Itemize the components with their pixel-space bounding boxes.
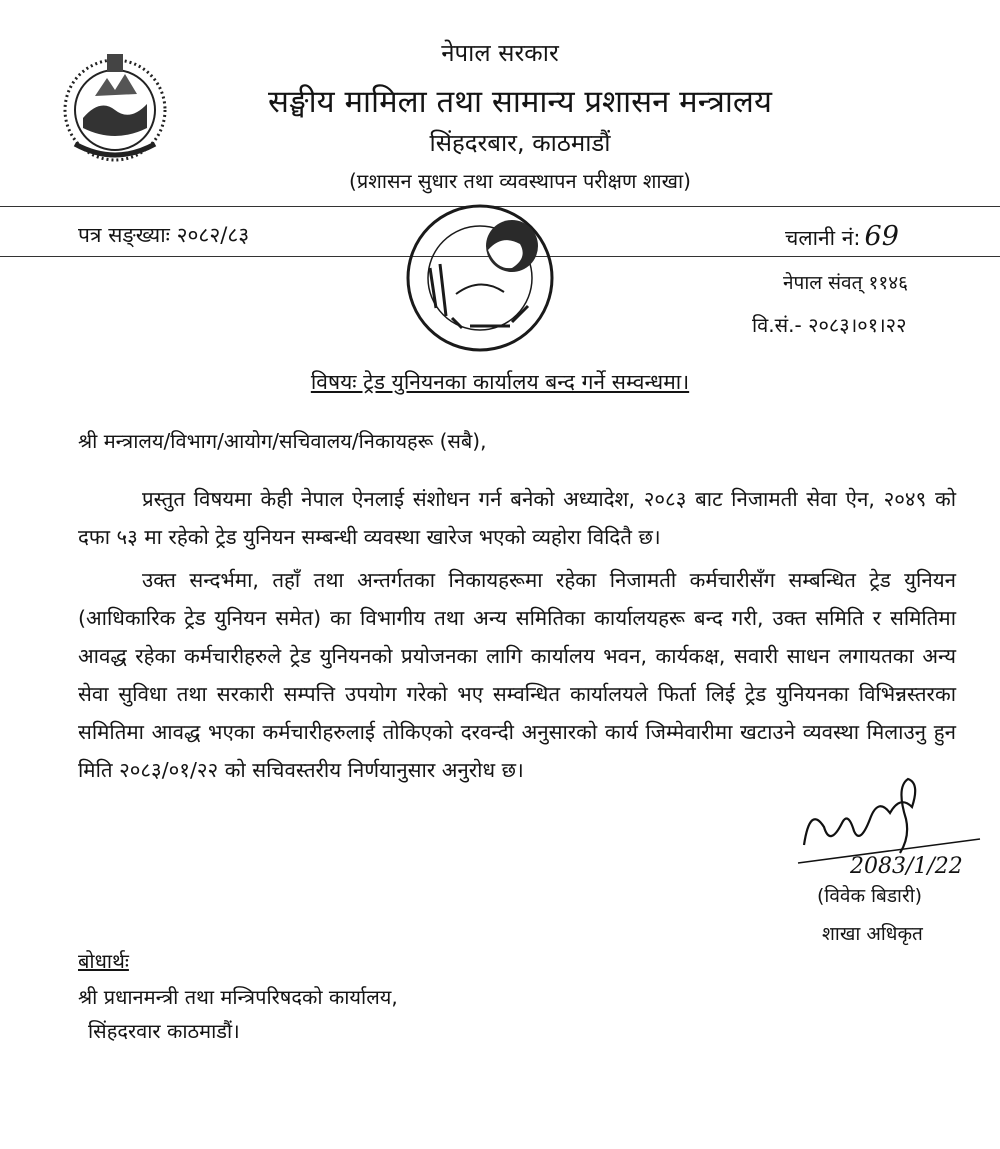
letter-addressee: श्री मन्त्रालय/विभाग/आयोग/सचिवालय/निकायहरू (सबै),	[78, 429, 487, 453]
ministry-address: सिंहदरबार, काठमाडौं	[429, 129, 611, 157]
office-seal-stamp	[400, 198, 560, 358]
cc-recipient-line-2: सिंहदरवार काठमाडौं।	[88, 1019, 240, 1043]
letter-subject-text: विषयः ट्रेड युनियनका कार्यालय बन्द गर्ने सम्वन्धमा।	[310, 370, 690, 394]
dispatch-number	[785, 221, 899, 252]
dispatch-number-value: 69	[864, 221, 899, 252]
cc-heading: बोधार्थः	[78, 949, 129, 973]
cc-recipient-line-1: श्री प्रधानमन्त्री तथा मन्त्रिपरिषदको कार्यालय,	[78, 985, 398, 1009]
body-paragraph-1: प्रस्तुत विषयमा केही नेपाल ऐनलाई संशोधन गर्न बनेको अध्यादेश, २०८३ बाट निजामती सेवा ऐन, २०४९ को दफा ५३ मा रहेको ट्रेड युनियन सम्बन्धी व्यवस्था खारेज भएको व्यहोरा विदितै छ।	[78, 487, 956, 549]
signature-date: 2083/1/22	[850, 854, 963, 879]
handwritten-signature	[790, 775, 990, 885]
letter-subject	[0, 368, 1000, 396]
section-name: (प्रशासन सुधार तथा व्यवस्थापन परीक्षण शाखा)	[349, 169, 691, 193]
ministry-name: सङ्घीय मामिला तथा सामान्य प्रशासन मन्त्रालय	[268, 84, 772, 120]
reference-number: पत्र सङ्ख्याः २०८२/८३	[78, 223, 250, 247]
signatory-designation: शाखा अधिकृत	[822, 923, 923, 945]
signatory-name: (विवेक बिडारी)	[817, 885, 923, 907]
dispatch-number-label: चलानी नं:	[785, 226, 861, 250]
bs-date: वि.सं.- २०८३।०१।२२	[752, 313, 907, 337]
body-paragraph-2: उक्त सन्दर्भमा, तहाँ तथा अन्तर्गतका निकायहरूमा रहेका निजामती कर्मचारीसँग सम्बन्धित ट्रेड युनियन (आधिकारिक ट्रेड युनियन समेत) का विभागीय तथा अन्य समितिका कार्यालयहरू बन्द गरी, उक्त समिति र समितिमा आवद्ध रहेका कर्मचारीहरुले ट्रेड युनियनको प्रयोजनका लागि कार्यालय भवन, कार्यकक्ष, सवारी साधन लगायतका अन्य सेवा सुविधा तथा सरकारी सम्पत्ति उपयोग गरेको भए सम्वन्धित कार्यालयले फिर्ता लिई ट्रेड युनियनका विभिन्नस्तरका समितिमा आवद्ध भएका कर्मचारीहरुलाई तोकिएको दरवन्दी अनुसारको कार्य जिम्मेवारीमा खटाउने व्यवस्था मिलाउनु हुन मिति २०८३/०१/२२ को सचिवस्तरीय निर्णयानुसार अनुरोध छ।	[78, 568, 956, 782]
nepal-samvat-date: नेपाल संवत् ११४६	[783, 272, 908, 294]
government-name: नेपाल सरकार	[441, 39, 559, 67]
